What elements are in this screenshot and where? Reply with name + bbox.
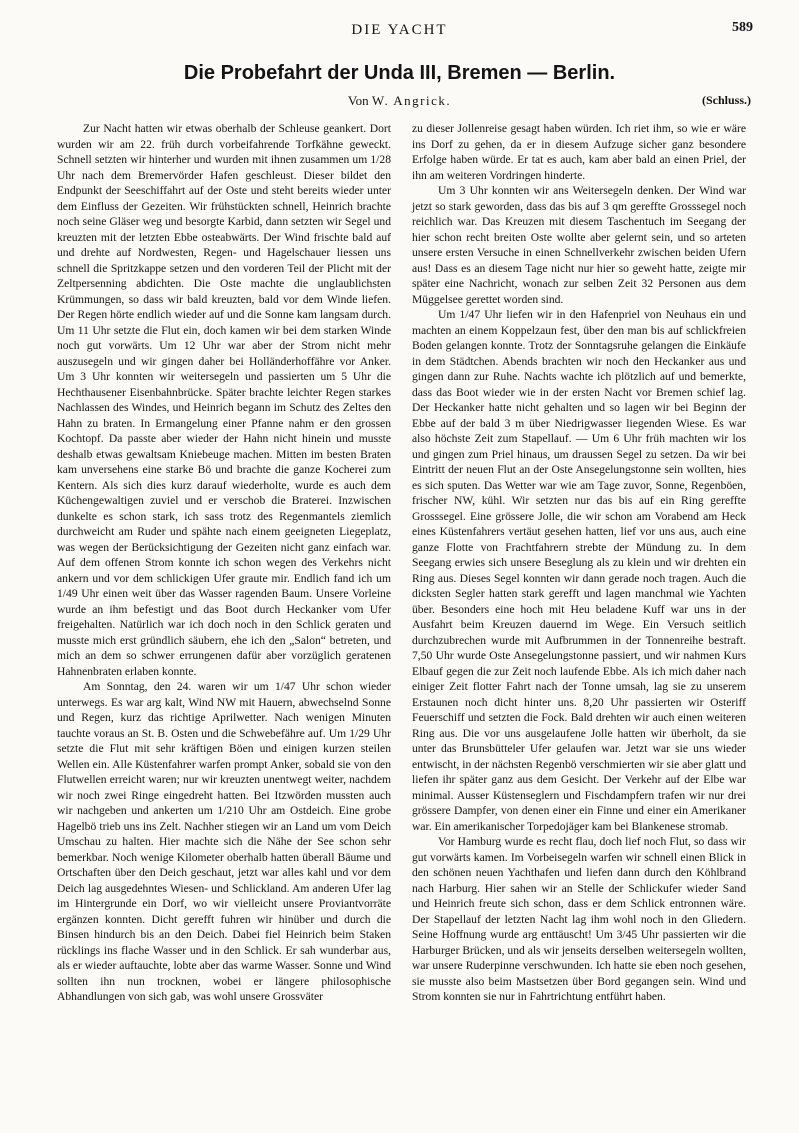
article-title: Die Probefahrt der Unda III, Bremen — Berlin. [183,62,616,84]
paragraph: Um 1/47 Uhr liefen wir in den Hafenpriel von Neuhaus ein und machten an einem Koppelzaun fest, über den man bis auf schlickfreien Boden gelangen konnte. Trotz der Sonntagsruhe gelangen die Einkäufe in dem Städtchen. Abends brachten wir noch den Heckanker aus und gingen dann zur Ruhe. Nachts wachte ich plötzlich auf und bemerkte, dass das Boot wieder wie in der ersten Nacht vor Bremen schief lag. Der Heckanker hatte nicht gehalten und so lagen wir bei Beginn der Ebbe auf der bald 3 m über Niedrigwasser liegenden Wiese. Es war also höchste Zeit zum Stapellauf. — Um 6 Uhr früh machten wir los und gingen zum Priel hinaus, um draussen Segel zu setzen. Da wir bei Eintritt der neuen Flut an der Oste Ansegelungstonne sein wollten, hies es sich sputen. Das Wetter war wie am Tage zuvor, Sonne, Regenböen, frischer NW, kühl. Wir setzten nur das bis auf ein Ring gereffte Grosssegel. Eine grössere Jolle, die wir schon am Vorabend am Heck eines Küstenfahrers vertäut gesehen hatten, lief vor uns aus, auch eine ganze Flotte von Frachtfahrern strebte der Mündung zu. In dem Seegang erwies sich unsere Beseglung als zu klein und wir drehten ein Ring aus. Dieses Segel konnten wir dann gerade noch tragen. Auch die dicksten Segler hatten stark gerefft und lagen manchmal wie Yachten über. Besonders eine hoch mit Heu beladene Kuff war uns in der Ausfahrt beim Kreuzen dauernd im Wege. Ein Versuch seitlich durchzubrechen wurde mit Aufbrummen in der Tonnenreihe bestraft. 7,50 Uhr wurde Oste Ansegelungstonne passiert, und wir nahmen Kurs Elbauf gegen die zur Zeit noch laufende Ebbe. Als ich mich daher nach einiger Zeit flotter Fahrt nach der Tonne umsah, lag sie zu unserem Erstaunen noch dicht hinter uns. 8,20 Uhr passierten wir Osteriff Feuerschiff und setzten die Fock. Bald drehten wir auch einen weiteren Ring aus. Die vor uns ausgelaufene Jolle hatten wir überholt, da sie unter das Brunsbütteler Ufer gelaufen war. Jetzt war sie uns wieder entwischt, in der nächsten Regenbö verschmierten wir sie aber glatt und liefen ihr später ganz aus dem Gesicht. Der Verkehr auf der Elbe war minimal. Ausser Küstenseglern und Fischdampfern trafen wir nur drei grössere Dampfer, von denen einer ein Finne und einer ein Amerikaner war. Ein amerikanischer Torpedojäger kam bei Blankenese stromab. [412,308,746,833]
byline-prefix: Von [347,93,369,108]
paragraph: Vor Hamburg wurde es recht flau, doch lief noch Flut, so dass wir gut vorwärts kamen. Im Vorbeisegeln warfen wir schnell einen Blick in den schönen neuen Yachthafen und liefen dann durch den Köhlbrand nach Harburg. Hier sahen wir an Stelle der Schlickufer wieder Sand und Heinrich freute sich schon, dass er dem Schlick entronnen wäre. Der Stapellauf der letzten Nacht lag ihm wohl noch in den Gliedern. Seine Hoffnung wurde arg enttäuscht! Um 3/45 Uhr passierten wir die Harburger Brücken, und als wir jenseits derselben weitersegeln wollten, war unsere Ruderpinne verschwunden. Ich hatte sie eben noch gesehen, sie musste also beim Mastsetzen über Bord gegangen sein. Wind und Strom konnten sie nur in Fahrtrichtung entführt haben. [412,835,746,1003]
author-name: W. Angrick. [371,93,452,108]
paragraph: Am Sonntag, den 24. waren wir um 1/47 Uhr schon wieder unterwegs. Es war arg kalt, Wind NW mit Hauern, abwechselnd Sonne und Regen, kurz das richtige Aprilwetter. Nach wenigen Minuten tauchte voraus an St. B. Osten und die Schwebefähre auf. Um 1/29 Uhr setzte die Flut mit sehr kräftigen Böen und einigen kurzen steilen Wellen ein. Alle Küstenfahrer warfen prompt Anker, sobald sie von den Flutwellen erreicht waren; nur wir kreuzten unentwegt weiter, nachdem wir noch zwei Ringe eingedreht hatten. Bei Itzwörden mussten auch wir nachgeben und ankerten um 1/210 Uhr am Ostdeich. Eine grobe Hagelbö trieb uns ins Zelt. Nachher stiegen wir an Land um vom Deich Umschau zu halten. Hier machte sich die Nähe der See schon sehr bemerkbar. Noch wenige Kilometer oberhalb hatten überall Bäume und Ortschaften über den Deich geschaut, jetzt war alles kahl und vor dem Deich lag ausgedehntes Wiesen- und Schlickland. Am anderen Ufer lag im Hintergrunde ein Dorf, wo wir vielleicht unsere Proviantvorräte ergänzen konnten. Dicht gerefft fuhren wir hinüber und durch die Binsen hindurch bis an den Deich. Dabei fiel Heinrich beim Staken rücklings ins flache Wasser und in den Schlick. Er sah wunderbar aus, als er wieder auftauchte, lobte aber das warme Wasser. Sonne und Wind sollten ihn nun trocknen, wobei er längere philosophische Abhandlungen von sich gab, was wohl unsere Grossväter [57,680,391,1003]
series-note: (Schluss.) [701,93,751,107]
paragraph: Um 3 Uhr konnten wir ans Weitersegeln denken. Der Wind war jetzt so stark geworden, dass das bis auf 3 qm gereffte Grosssegel noch reichlich war. Das Kreuzen mit diesem Taschentuch im Seegang der hier schon recht breiten Oste wollte aber gelernt sein, und so arteten unsere ersten Versuche in einen Schnellverkehr zwischen beiden Ufern aus! Dass es an diesem Tage nicht nur hier so geweht hatte, zeigte mir später eine Nachricht, wonach zur selben Zeit 32 Personen aus dem Müggelsee gerettet worden sind. [412,184,746,306]
byline [0,93,799,109]
text-column-left [57,121,391,1005]
page-number: 589 [732,20,753,35]
text-column-right [412,121,746,1005]
paragraph: Zur Nacht hatten wir etwas oberhalb der Schleuse geankert. Dort wurden wir am 22. früh durch vorbeifahrende Torfkähne geweckt. Schnell setzten wir hinterher und wurden mit ihnen zusammen um 1/28 Uhr nach dem Bremervörder Hafen geschleust. Dieser bildet den Endpunkt der Seeschiffahrt auf der Oste und steht bereits wieder unter dem Einfluss der Gezeiten. Wir frühstückten schnell, Heinrich brachte noch seine Gläser weg und besorgte Karbid, dann setzten wir Segel und kreuzten mit der letzten Ebbe osteabwärts. Der Wind frischte bald auf und drehte auf Nordwesten, Regen- und Hagelschauer liessen uns schnell die Spritzkappe setzen und den vorderen Teil der Plicht mit der Zeltpersenning abdichten. Die Oste machte die unglaublichsten Krümmungen, so dass wir bald kreuzten, bald vor dem Winde liefen. Der Regen hörte endlich wieder auf und die Sonne kam langsam durch. Um 11 Uhr setzte die Flut ein, doch kamen wir bei dem starken Winde noch gut vorwärts. Um 12 Uhr war aber der Strom nicht mehr auszusegeln und wir gingen daher bei Holländerhoffähre vor Anker. Um 3 Uhr konnten wir weitersegeln und passierten um 5 Uhr die Hechthausener Eisenbahnbrücke. Später brachte leichter Regen starkes Nachlassen des Windes, und Heinrich begann im Schutz des Zeltes den Hahn zu braten. In Ermangelung einer Pfanne nahm er den grossen Kochtopf. Da passte aber wieder der Hahn nicht hinein und musste deshalb etwas gewaltsam Kniebeuge machen. Mitten im besten Braten kam unversehens eine starke Bö und brachte die ganze Kocherei zum Kentern. Als sich dies kurz darauf wiederholte, wurde es auch dem Küchengewaltigen zuviel und er verschob die Braterei. Inzwischen dunkelte es schon stark, ich sass trotz des Regenmantels ziemlich durchweicht am Ruder und spähte nach einem geeigneten Liegeplatz, was wegen der Berücksichtigung der Gezeiten nicht ganz einfach war. Auf dem offenen Strom konnte ich schon wegen des Verkehrs nicht ankern und vor dem schlickigen Ufer graute mir. Endlich fand ich um 1/49 Uhr einen weit über das Wasser ragenden Baum. Unsere Vorleine wurde an ihm befestigt und das Boot durch Heckanker vom Ufer freigehalten. Natürlich war ich doch noch in den Schlick geraten und musste mich erst gründlich säubern, ehe ich den „Salon“ betreten, und mich an dem so schwer errungenen dafür aber vorzüglich geratenen Hahnenbraten erlaben konnte. [57,122,391,678]
running-head: DIE YACHT [351,22,448,38]
paragraph-continued: zu dieser Jollenreise gesagt haben würden. Ich riet ihm, so wie er wäre ins Dorf zu gehen, da er in diesem Aufzuge sicher ganz besondere Erfolge haben würde. Er tat es auch, kam aber bald an einen Priel, der ihn am weiteren Vordringen hinderte. [412,122,746,182]
